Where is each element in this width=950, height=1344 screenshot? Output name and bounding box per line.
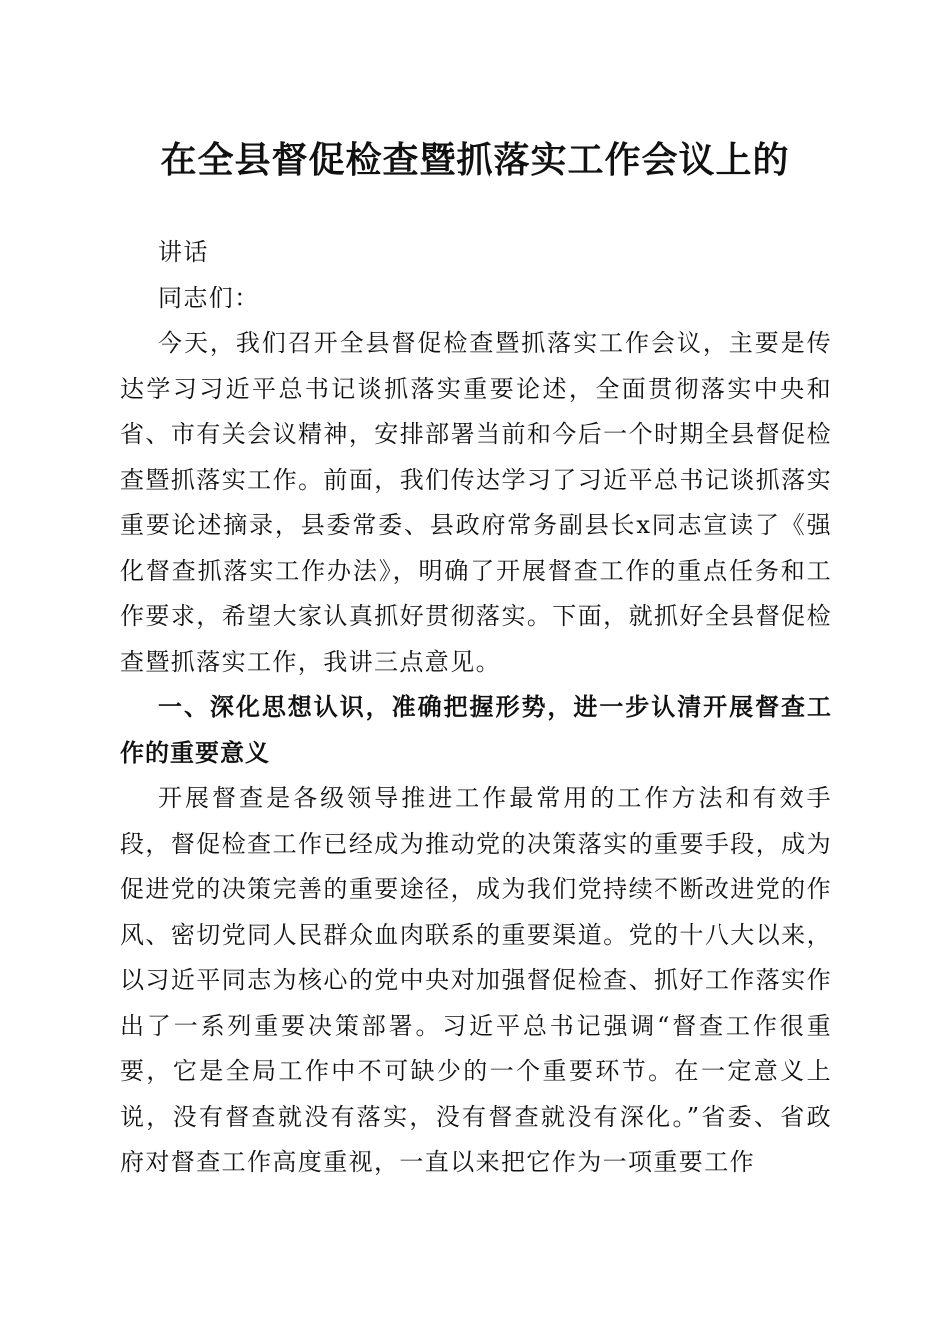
intro-paragraph: 今天，我们召开全县督促检查暨抓落实工作会议，主要是传达学习习近平总书记谈抓落实重要论述，全面贯彻落实中央和省、市有关会议精神，安排部署当前和今后一个时期全县督促检查暨抓落实工作。前面，我们传达学习了习近平总书记谈抓落实重要论述摘录，县委常委、县政府常务副县长x同志宣读了《强化督查抓落实工作办法》，明确了开展督查工作的重点任务和工作要求，希望大家认真抓好贯彻落实。下面，就抓好全县督促检查暨抓落实工作，我讲三点意见。: [120, 329, 832, 676]
salutation: 同志们：: [158, 283, 260, 312]
section-paragraph: 开展督查是各级领导推进工作最常用的工作方法和有效手段，督促检查工作已经成为推动党的决策落实的重要手段，成为促进党的决策完善的重要途径，成为我们党持续不断改进党的作风、密切党同人民群众血肉联系的重要渠道。党的十八大以来，以习近平同志为核心的党中央对加强督促检查、抓好工作落实作出了一系列重要决策部署。习近平总书记强调“督查工作很重要，它是全局工作中不可缺少的一个重要环节。在一定意义上说，没有督查就没有落实，没有督查就没有深化。”省委、省政府对督查工作高度重视，一直以来把它作为一项重要工作: [120, 784, 832, 1176]
document-body: [120, 230, 832, 1186]
title-continuation: 讲话: [158, 238, 209, 266]
section-heading: 一、深化思想认识，准确把握形势，进一步认清开展督查工作的重要意义: [120, 693, 832, 767]
document-title: 在全县督促检查暨抓落实工作会议上的: [160, 139, 790, 181]
